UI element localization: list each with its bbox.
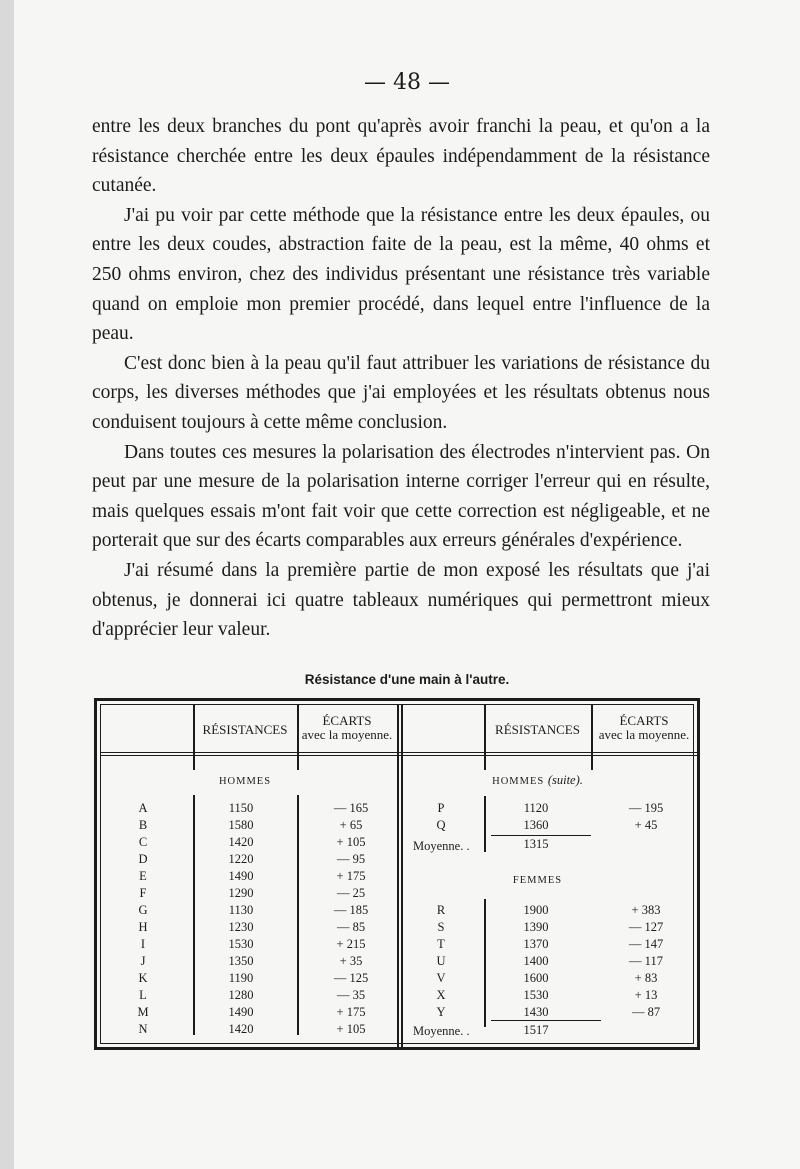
page — [14, 0, 800, 1169]
row-label: G — [138, 903, 148, 917]
column-divider — [397, 705, 399, 1047]
section-hommes-suite-label: HOMMES — [492, 776, 545, 787]
row-label: U — [436, 954, 446, 968]
row-label: B — [138, 818, 148, 832]
column-divider — [484, 705, 486, 770]
header-ecarts-title: ÉCARTS — [322, 713, 372, 728]
header-ecarts-sub: avec la moyenne. — [598, 727, 690, 742]
header-divider — [101, 752, 697, 753]
ecart-value: — 125 — [333, 971, 369, 985]
right-values-top — [506, 800, 566, 834]
ecart-value: + 215 — [336, 937, 366, 951]
resistance-value: 1350 — [228, 954, 254, 968]
ecart-value: — 117 — [629, 954, 663, 968]
column-divider — [484, 899, 486, 1027]
ecart-value: — 35 — [336, 988, 366, 1002]
header-divider — [101, 755, 697, 756]
resistance-value: 1190 — [228, 971, 254, 985]
ecart-value: + 175 — [336, 869, 366, 883]
right-labels-bottom — [411, 902, 471, 1021]
resistance-value: 1580 — [228, 818, 254, 832]
section-hommes-suite — [484, 773, 591, 788]
resistance-value: 1220 — [228, 852, 254, 866]
resistance-value: 1150 — [228, 801, 254, 815]
resistance-value: 1430 — [523, 1005, 549, 1019]
header-resistances-right: RÉSISTANCES — [495, 722, 580, 737]
ecart-value: — 195 — [628, 801, 664, 815]
resistance-value: 1900 — [523, 903, 549, 917]
row-label: A — [138, 801, 148, 815]
body-text — [92, 112, 710, 645]
ecart-value: — 25 — [336, 886, 366, 900]
right-ecarts-bottom — [606, 902, 686, 1021]
ecart-value: + 65 — [339, 818, 363, 832]
ecart-value: — 165 — [333, 801, 369, 815]
moyenne-label: Moyenne. . — [413, 839, 470, 853]
table-inner-frame — [100, 704, 694, 1044]
resistance-value: 1370 — [523, 937, 549, 951]
left-values-column — [211, 800, 271, 1038]
row-label: D — [138, 852, 148, 866]
ecart-value: + 105 — [336, 1022, 366, 1036]
ecart-value: — 127 — [628, 920, 664, 934]
header-ecarts-sub: avec la moyenne. — [301, 727, 393, 742]
resistance-value: 1230 — [228, 920, 254, 934]
row-label: I — [140, 937, 146, 951]
row-label: K — [138, 971, 148, 985]
ecart-value: — 95 — [336, 852, 366, 866]
resistance-value: 1530 — [523, 988, 549, 1002]
sum-line — [491, 835, 591, 836]
resistance-value: 1600 — [523, 971, 549, 985]
row-label: L — [139, 988, 147, 1002]
resistance-value: 1360 — [523, 818, 549, 832]
ecart-value: + 105 — [336, 835, 366, 849]
ecart-value: + 45 — [634, 818, 658, 832]
column-divider — [193, 795, 195, 1035]
row-label: N — [138, 1022, 148, 1036]
paragraph: C'est donc bien à la peau qu'il faut attribuer les variations de résistance du corps, les diverses méthodes que j'ai employées et les résultats obtenus nous conduisent toujours à cette même conclusion. — [92, 352, 710, 433]
resistance-value: 1400 — [523, 954, 549, 968]
row-label: M — [137, 1005, 149, 1019]
moyenne-hommes: 1315 — [523, 837, 549, 851]
resistance-value: 1120 — [523, 801, 549, 815]
row-label: S — [437, 920, 445, 934]
right-values-bottom — [506, 902, 566, 1021]
column-divider — [193, 705, 195, 770]
column-divider — [484, 796, 486, 852]
moyenne-femmes: 1517 — [523, 1023, 549, 1037]
resistance-value: 1530 — [228, 937, 254, 951]
header-ecarts-right — [591, 714, 697, 742]
ecart-value: + 383 — [631, 903, 661, 917]
row-label: F — [139, 886, 147, 900]
row-label: J — [140, 954, 146, 968]
paragraph: Dans toutes ces mesures la polarisation des électrodes n'intervient pas. On peut par une mesure de la polarisation interne corriger l'erreur qui en résulte, mais quelques essais m'ont fait voir que cette correction est négligeable, et ne porterait que sur des écarts comparables aux erreurs générales d'expérience. — [92, 441, 710, 552]
row-label: Q — [436, 818, 446, 832]
sum-line — [491, 1020, 601, 1021]
header-ecarts-left — [297, 714, 397, 742]
section-suite-italic: (suite). — [547, 773, 583, 787]
ecart-value: — 87 — [631, 1005, 661, 1019]
paragraph: J'ai résumé dans la première partie de mon exposé les résultats que j'ai obtenus, je donnerai ici quatre tableaux numériques qui permettront mieux d'apprécier leur valeur. — [92, 559, 710, 641]
resistance-value: 1490 — [228, 869, 254, 883]
resistance-value: 1280 — [228, 988, 254, 1002]
row-label: H — [138, 920, 148, 934]
resistance-value: 1130 — [228, 903, 254, 917]
row-label: T — [437, 937, 445, 951]
paragraph: J'ai pu voir par cette méthode que la résistance entre les deux épaules, ou entre les deux coudes, abstraction faite de la peau, est la même, 40 ohms et 250 ohms environ, chez des individus présentant une résistance très variable quand on emploie mon premier procédé, dans lequel entre l'influence de la peau. — [92, 204, 710, 345]
column-divider — [401, 705, 403, 1047]
row-label: Y — [436, 1005, 446, 1019]
page-number: — 48 — — [364, 70, 450, 95]
moyenne-label: Moyenne. . — [413, 1024, 470, 1038]
row-label: V — [436, 971, 446, 985]
row-label: P — [437, 801, 445, 815]
right-labels-top — [411, 800, 471, 834]
section-hommes: HOMMES — [218, 776, 272, 787]
resistance-value: 1420 — [228, 1022, 254, 1036]
resistance-value: 1390 — [523, 920, 549, 934]
left-ecarts-column — [311, 800, 391, 1038]
resistance-table — [94, 698, 700, 1050]
resistance-value: 1420 — [228, 835, 254, 849]
ecart-value: — 185 — [333, 903, 369, 917]
ecart-value: + 35 — [339, 954, 363, 968]
table-caption: Résistance d'une main à l'autre. — [304, 672, 510, 687]
paragraph: entre les deux branches du pont qu'après avoir franchi la peau, et qu'on a la résistance cherchée entre les deux épaules indépendamment de la résistance cutanée. — [92, 116, 710, 197]
left-labels-column — [123, 800, 163, 1038]
column-divider — [297, 795, 299, 1035]
ecart-value: + 13 — [634, 988, 658, 1002]
right-ecarts-top — [606, 800, 686, 834]
row-label: C — [138, 835, 148, 849]
row-label: E — [139, 869, 147, 883]
row-label: R — [436, 903, 446, 917]
row-label: X — [436, 988, 446, 1002]
resistance-value: 1490 — [228, 1005, 254, 1019]
header-resistances-left: RÉSISTANCES — [202, 722, 288, 737]
section-femmes: FEMMES — [512, 875, 563, 886]
header-ecarts-title: ÉCARTS — [619, 713, 669, 728]
ecart-value: — 85 — [336, 920, 366, 934]
ecart-value: + 175 — [336, 1005, 366, 1019]
ecart-value: — 147 — [628, 937, 664, 951]
resistance-value: 1290 — [228, 886, 254, 900]
ecart-value: + 83 — [634, 971, 658, 985]
